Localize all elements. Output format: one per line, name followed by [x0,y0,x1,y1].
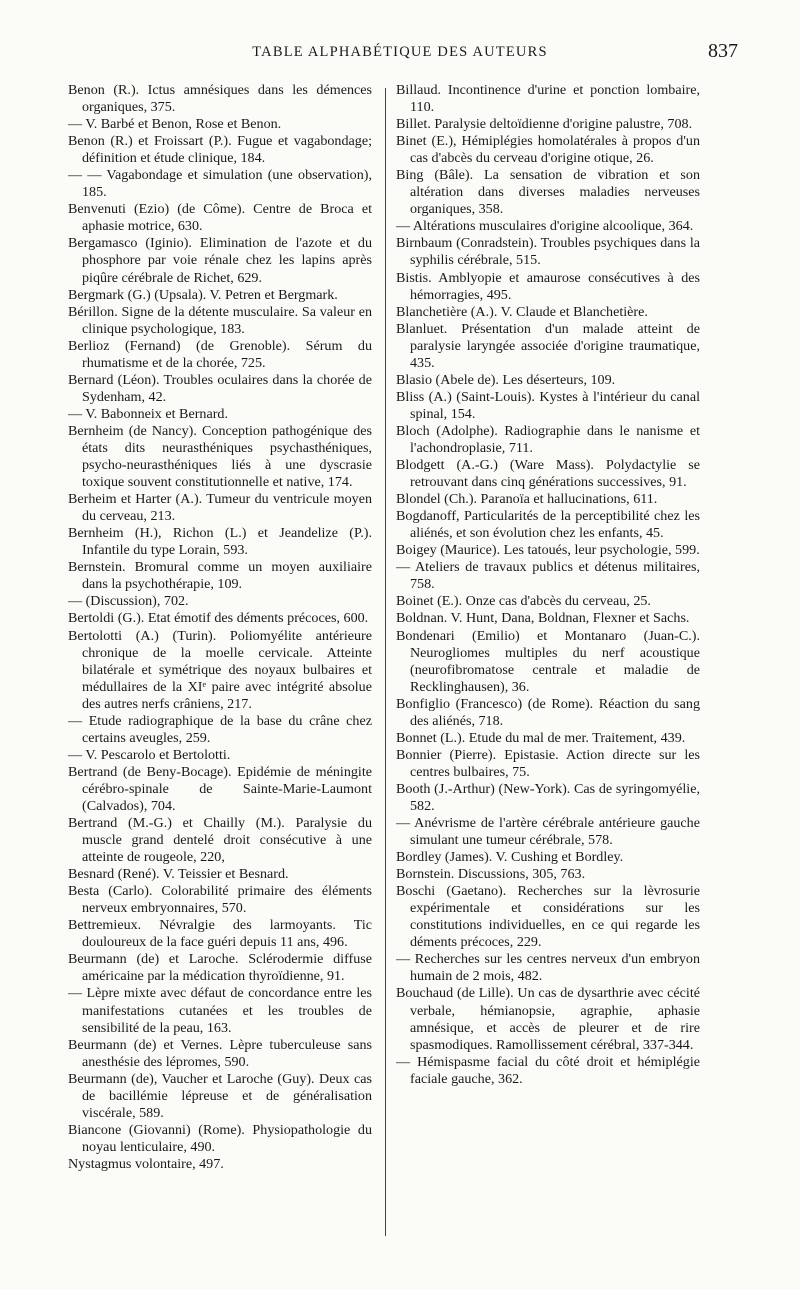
index-entry: — Altérations musculaires d'origine alcoolique, 364. [396,218,694,235]
index-entry: Nystagmus volontaire, 497. [68,1155,224,1172]
index-entry: Bertoldi (G.). Etat émotif des déments précoces, 600. [68,610,369,627]
index-entry: — V. Pescarolo et Bertolotti. [68,746,231,763]
index-entry: Bonnier (Pierre). Epistasie. Action directe sur les centres bulbaires, 75. [396,746,700,780]
index-entry: Billaud. Incontinence d'urine et ponction lombaire, 110. [396,82,700,116]
index-entry: — (Discussion), 702. [68,593,189,610]
index-entry: Bergmark (G.) (Upsala). V. Petren et Bergmark. [68,286,338,303]
index-entry: Boigey (Maurice). Les tatoués, leur psychologie, 599. [396,542,700,559]
index-entry: Bing (Bâle). La sensation de vibration et son altération dans diverses maladies nerveuses organiques, 358. [396,167,700,218]
index-entry: Berlioz (Fernand) (de Grenoble). Sérum du rhumatisme et de la chorée, 725. [68,337,372,371]
running-title: TABLE ALPHABÉTIQUE DES AUTEURS [252,44,548,60]
index-entry: Bloch (Adolphe). Radiographie dans le nanisme et l'achondroplasie, 711. [396,422,700,456]
index-entry: — Recherches sur les centres nerveux d'un embryon humain de 2 mois, 482. [396,951,700,985]
index-entry: Bogdanoff, Particularités de la perceptibilité chez les aliénés, et son évolution chez les enfants, 45. [396,508,700,542]
index-entry: — Hémispasme facial du côté droit et hémiplégie faciale gauche, 362. [396,1053,700,1087]
index-entry: — V. Babonneix et Bernard. [68,405,228,422]
index-entry: Blanluet. Présentation d'un malade atteint de paralysie laryngée associée d'origine traumatique, 435. [396,320,700,371]
index-entry: Boldnan. V. Hunt, Dana, Boldnan, Flexner et Sachs. [396,610,690,627]
index-entry: Beurmann (de), Vaucher et Laroche (Guy). Deux cas de bacillémie lépreuse et de généralisation viscérale, 589. [68,1070,372,1121]
index-entry: — Etude radiographique de la base du crâne chez certains aveugles, 259. [68,712,372,746]
index-entry: Blanchetière (A.). V. Claude et Blanchetière. [396,303,648,320]
index-entry: Blondel (Ch.). Paranoïa et hallucinations, 611. [396,491,658,508]
index-entry: Bérillon. Signe de la détente musculaire. Sa valeur en clinique psychologique, 183. [68,303,372,337]
index-entry: Bonnet (L.). Etude du mal de mer. Traitement, 439. [396,729,686,746]
index-entry: Bergamasco (Iginio). Elimination de l'azote et du phosphore par voie rénale chez les lapins après piqûre cérébrale de Richet, 629. [68,235,372,286]
index-entry: Bertolotti (A.) (Turin). Poliomyélite antérieure chronique de la moelle cervicale. Atteinte bilatérale et symétrique des noyaux bulbaires et médullaires de la XIᵉ paire avec intégrité absolue des autres nerfs crâniens, 217. [68,627,372,712]
index-entry: Besnard (René). V. Teissier et Besnard. [68,866,289,883]
index-entry: Berheim et Harter (A.). Tumeur du ventricule moyen du cerveau, 213. [68,491,372,525]
right-column [396,82,700,1088]
index-entry: Boschi (Gaetano). Recherches sur la lèvrosurie expérimentale et considérations sur les constitutions individuelles, en ce qui regarde les déments précoces, 229. [396,883,700,951]
index-entry: Beurmann (de) et Vernes. Lèpre tuberculeuse sans anesthésie des lépromes, 590. [68,1036,372,1070]
index-entry: — — Vagabondage et simulation (une observation), 185. [68,167,372,201]
index-entry: Benvenuti (Ezio) (de Côme). Centre de Broca et aphasie motrice, 630. [68,201,372,235]
index-entry: Bouchaud (de Lille). Un cas de dysarthrie avec cécité verbale, hémianopsie, agraphie, aphasie amnésique, et accès de pleurer et de rire spasmodiques. Ramollissement cérébral, 337-344. [396,985,700,1053]
index-entry: Booth (J.-Arthur) (New-York). Cas de syringomyélie, 582. [396,780,700,814]
index-entry: Bernheim (H.), Richon (L.) et Jeandelize (P.). Infantile du type Lorain, 593. [68,525,372,559]
index-entry: — Ateliers de travaux publics et détenus militaires, 758. [396,559,700,593]
index-entry: Benon (R.) et Froissart (P.). Fugue et vagabondage; définition et étude clinique, 184. [68,133,372,167]
index-entry: Blasio (Abele de). Les déserteurs, 109. [396,371,616,388]
page-number: 837 [708,40,738,62]
index-entry: — V. Barbé et Benon, Rose et Benon. [68,116,282,133]
index-entry: — Lèpre mixte avec défaut de concordance entre les manifestations cutanées et les troubles de sensibilité de la peau, 163. [68,985,372,1036]
left-column [68,82,372,1173]
index-entry: Besta (Carlo). Colorabilité primaire des éléments nerveux embryonnaires, 570. [68,883,372,917]
index-entry: Billet. Paralysie deltoïdienne d'origine palustre, 708. [396,116,693,133]
index-entry: Birnbaum (Conradstein). Troubles psychiques dans la syphilis cérébrale, 515. [396,235,700,269]
index-entry: Bernstein. Bromural comme un moyen auxiliaire dans la psychothérapie, 109. [68,559,372,593]
index-entry: Bornstein. Discussions, 305, 763. [396,866,586,883]
page-header [62,42,738,72]
index-entry: Bonfiglio (Francesco) (de Rome). Réaction du sang des aliénés, 718. [396,695,700,729]
index-entry: Bertrand (M.-G.) et Chailly (M.). Paralysie du muscle grand dentelé droit consécutive à une atteinte de rougeole, 220, [68,815,372,866]
index-entry: Bordley (James). V. Cushing et Bordley. [396,849,624,866]
index-entry: Blodgett (A.-G.) (Ware Mass). Polydactylie se retrouvant dans cinq générations successives, 91. [396,457,700,491]
index-entry: Bettremieux. Névralgie des larmoyants. Tic douloureux de la face guéri depuis 11 ans, 496. [68,917,372,951]
index-entry: Benon (R.). Ictus amnésiques dans les démences organiques, 375. [68,82,372,116]
index-entry: Beurmann (de) et Laroche. Sclérodermie diffuse américaine par la médication thyroïdienne, 91. [68,951,372,985]
index-entry: Bernheim (de Nancy). Conception pathogénique des états dits neurasthéniques psychasthéniques, psycho-neurasthéniques liés à une dyscrasie toxique souvent constitutionnelle et native, 174. [68,422,372,491]
index-entry: Bertrand (de Beny-Bocage). Epidémie de méningite cérébro-spinale de Sainte-Marie-Laumont (Calvados), 704. [68,763,372,814]
index-entry: Bondenari (Emilio) et Montanaro (Juan-C.). Neurogliomes multiples du nerf acoustique (neurofibromatose centrale et maladie de Recklinghausen), 36. [396,627,700,695]
index-entry: Bliss (A.) (Saint-Louis). Kystes à l'intérieur du canal spinal, 154. [396,388,700,422]
index-entry: Bistis. Amblyopie et amaurose consécutives à des hémorragies, 495. [396,269,700,303]
index-entry: Binet (E.), Hémiplégies homolatérales à propos d'un cas d'abcès du cerveau d'origine otique, 26. [396,133,700,167]
column-divider [385,88,386,1236]
index-entry: Bernard (Léon). Troubles oculaires dans la chorée de Sydenham, 42. [68,371,372,405]
index-entry: — Anévrisme de l'artère cérébrale antérieure gauche simulant une tumeur cérébrale, 578. [396,815,700,849]
index-entry: Boinet (E.). Onze cas d'abcès du cerveau, 25. [396,593,651,610]
index-entry: Biancone (Giovanni) (Rome). Physiopathologie du noyau lenticulaire, 490. [68,1121,372,1155]
